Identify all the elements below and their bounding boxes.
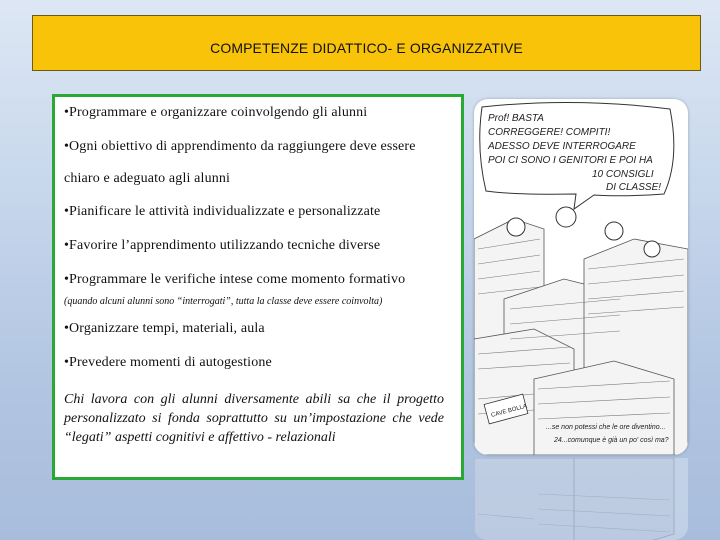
bullet-item-1: •Programmare e organizzare coinvolgendo gli alunni (64, 105, 368, 120)
speech-text-2: CORREGGERE! COMPITI! (488, 127, 611, 138)
speech-text-3: ADESSO DEVE INTERROGARE (488, 141, 636, 152)
title-banner (32, 15, 701, 71)
bullet-item-5: •Programmare le verifiche intese come momento formativo (64, 272, 406, 287)
bullet-item-4: •Favorire l’apprendimento utilizzando tecniche diverse (64, 238, 381, 253)
competences-panel (52, 94, 464, 480)
closing-paragraph: Chi lavora con gli alunni diversamente abili sa che il progetto personalizzato si fonda soprattutto su un’impostazione che vede “legati” aspetti cognitivi e affettivo - relazionali (64, 392, 444, 445)
speech-text-4: POI CI SONO I GENITORI E POI HA (488, 155, 653, 166)
cartoon-caption-1: ...se non potessi che le ore diventino... (546, 424, 666, 431)
bullet-item-2-continuation: chiaro e adeguato agli alunni (64, 171, 231, 186)
bullet-item-7: •Prevedere momenti di autogestione (64, 355, 272, 370)
sign-text: CAVE BOLLA (490, 403, 528, 419)
cartoon-caption-2: 24...comunque è già un po' così ma? (554, 437, 669, 444)
bullet-item-6: •Organizzare tempi, materiali, aula (64, 321, 265, 336)
cartoon-reflection (474, 458, 688, 540)
bullet-item-3: •Pianificare le attività individualizzate e personalizzate (64, 204, 381, 219)
speech-text-1: Prof! BASTA (488, 113, 544, 124)
bullet-item-2: •Ogni obiettivo di apprendimento da raggiungere deve essere (64, 139, 416, 154)
page-title: COMPETENZE DIDATTICO- E ORGANIZZATIVE (210, 40, 523, 56)
bullet-item-5-note: (quando alcuni alunni sono “interrogati”, tutta la classe deve essere coinvolta) (64, 296, 383, 307)
speech-text-5: 10 CONSIGLI (592, 169, 654, 180)
speech-text-6: DI CLASSE! (606, 182, 662, 193)
cartoon-illustration (474, 99, 688, 455)
teacher-cartoon-image (474, 99, 688, 455)
